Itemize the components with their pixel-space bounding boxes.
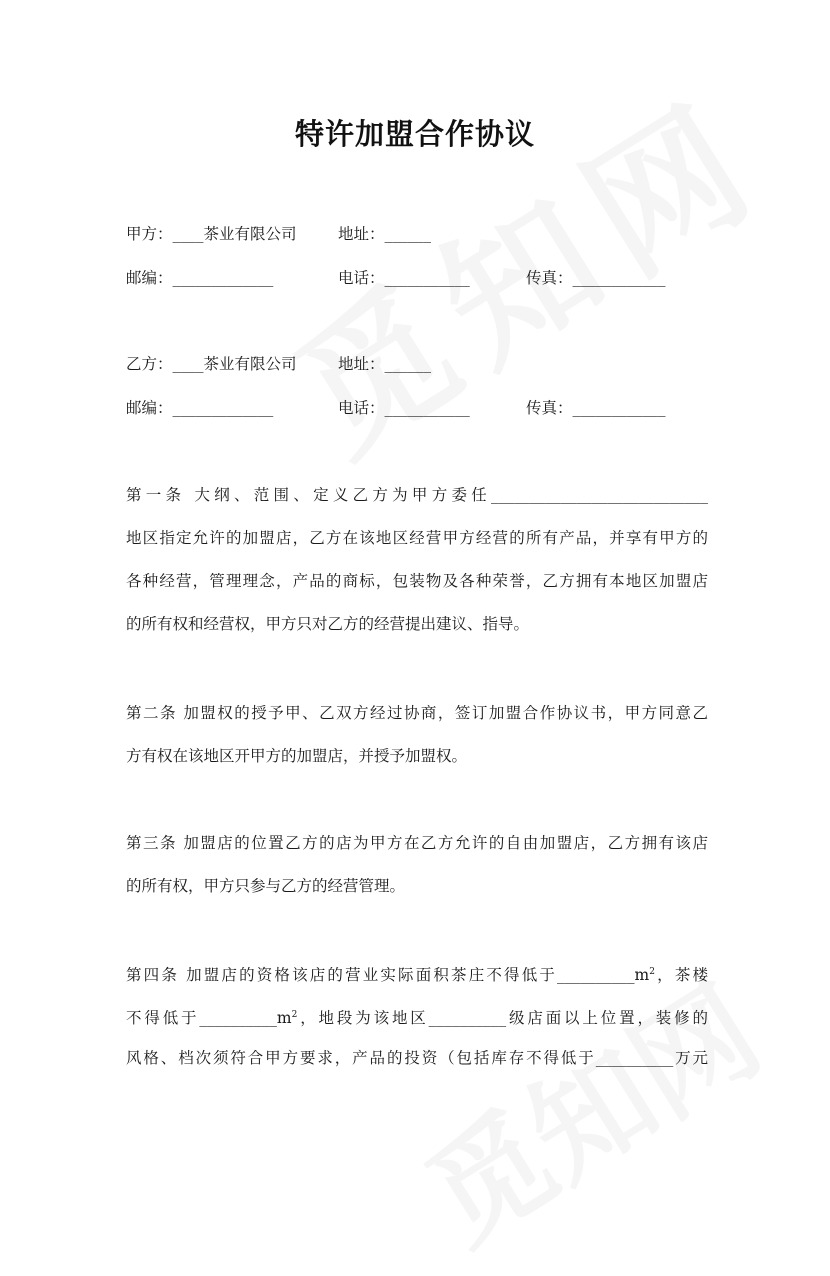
article-4-line-1-text: 第四条 加盟店的资格该店的营业实际面积茶庄不得低于__________m xyxy=(126,966,650,984)
party-b-address: 地址：______ xyxy=(338,355,432,373)
party-a-postcode: 邮编：_____________ xyxy=(126,269,274,287)
superscript-2: 2 xyxy=(291,1010,298,1020)
party-a-fax: 传真：____________ xyxy=(526,269,666,287)
document-title: 特许加盟合作协议 xyxy=(294,117,535,151)
article-4-line-2-end: ，地段为该地区__________级店面以上位置，装修的 xyxy=(297,1009,708,1027)
party-a-name: 甲方：____茶业有限公司 xyxy=(126,225,297,243)
article-1-line-2: 地区指定允许的加盟店，乙方在该地区经营甲方经营的所有产品，并享有甲方的 xyxy=(126,529,708,547)
article-1-line-4: 的所有权和经营权，甲方只对乙方的经营提出建议、指导。 xyxy=(126,615,530,633)
article-1-line-1: 第一条 大纲、范围、定义乙方为甲方委任____________________________ xyxy=(126,486,708,504)
article-3-line-1: 第三条 加盟店的位置乙方的店为甲方在乙方允许的自由加盟店，乙方拥有该店 xyxy=(126,834,708,852)
watermark-bottom xyxy=(390,939,786,1276)
article-4-line-2 xyxy=(126,1005,708,1028)
article-3-line-2: 的所有权，甲方只参与乙方的经营管理。 xyxy=(126,877,406,895)
article-4-line-3: 风格、档次须符合甲方要求，产品的投资（包括库存不得低于__________万元 xyxy=(126,1049,708,1067)
article-4-line-1-end: ，茶楼 xyxy=(654,966,708,984)
party-a-address: 地址：______ xyxy=(338,225,432,243)
party-b-fax: 传真：____________ xyxy=(526,399,666,417)
article-1-line-3: 各种经营，管理理念，产品的商标，包装物及各种荣誉，乙方拥有本地区加盟店 xyxy=(126,572,708,590)
article-4-line-1 xyxy=(126,962,708,985)
superscript-2: 2 xyxy=(649,967,655,977)
article-4-line-2-text: 不得低于__________m xyxy=(126,1009,292,1027)
party-a-phone: 电话：___________ xyxy=(338,269,470,287)
party-b-name: 乙方：____茶业有限公司 xyxy=(126,355,297,373)
party-b-phone: 电话：___________ xyxy=(338,399,470,417)
watermark xyxy=(250,40,797,493)
article-2-line-2: 方有权在该地区开甲方的加盟店，并授予加盟权。 xyxy=(126,747,468,765)
party-b-postcode: 邮编：_____________ xyxy=(126,399,274,417)
article-2-line-1: 第二条 加盟权的授予甲、乙双方经过协商，签订加盟合作协议书，甲方同意乙 xyxy=(126,704,708,722)
